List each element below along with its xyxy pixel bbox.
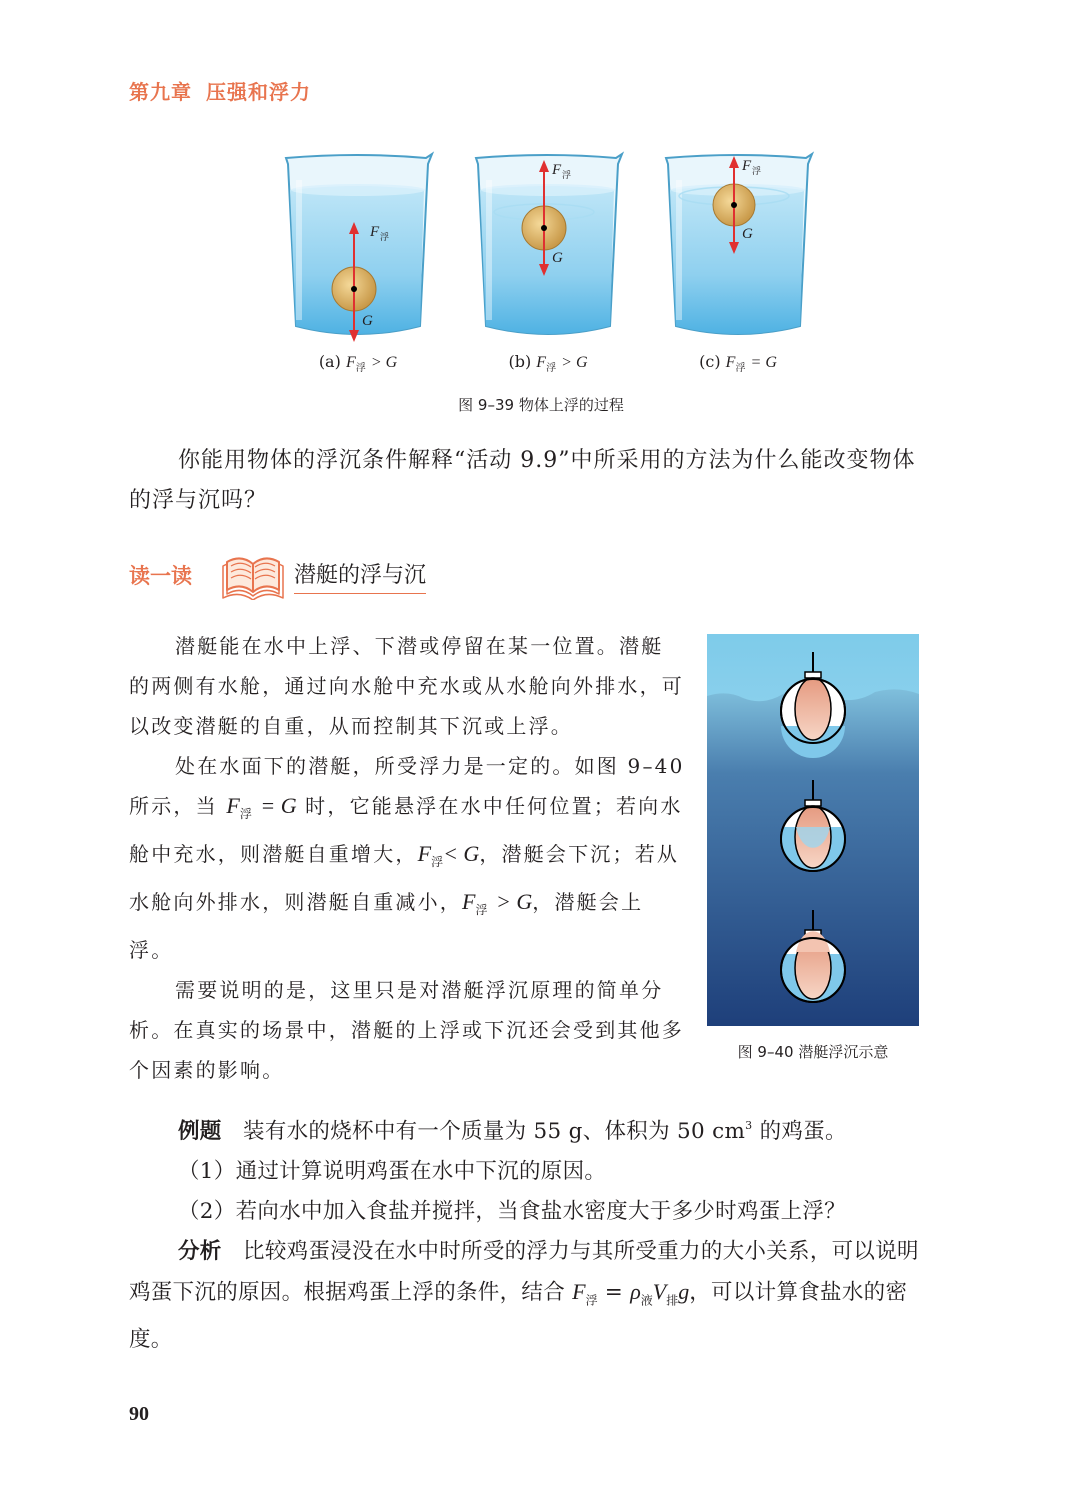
panel-a-caption: (a) $F_浮 > G$	[318, 352, 398, 375]
question-paragraph: 你能用物体的浮沉条件解释“活动 9.9”中所采用的方法为什么能改变物体的浮与沉吗？	[129, 448, 916, 513]
svg-text:G: G	[552, 250, 563, 266]
chapter-header	[129, 76, 311, 105]
example-question-1: （1）通过计算说明鸡蛋在水中下沉的原因。	[178, 1159, 607, 1184]
beaker-a-illustration	[278, 150, 438, 350]
panel-c-caption: (c) $F_浮 = G$	[699, 352, 777, 375]
svg-text:浮: 浮	[752, 167, 762, 177]
figure-9-39	[270, 150, 810, 390]
reading-paragraph-3: 需要说明的是，这里只是对潜艇浮沉原理的简单分析。在真实的场景中，潜艇的上浮或下沉还会受到其他多个因素的影响。	[129, 978, 684, 1082]
open-book-icon	[221, 548, 285, 600]
example-section	[129, 1106, 929, 1360]
chapter-title: 压强和浮力	[206, 80, 311, 104]
svg-text:F: F	[552, 162, 562, 178]
chapter-number: 第九章	[129, 80, 192, 104]
example-analysis: 分析 比较鸡蛋浸没在水中时所受的浮力与其所受重力的大小关系，可以说明鸡蛋下沉的原因。根据鸡蛋上浮的条件，结合 $F_浮 = \rho_液V_排g$，可以计算食盐水的密度。	[129, 1239, 919, 1353]
svg-text:G: G	[742, 226, 753, 242]
analysis-label: 分析	[178, 1239, 222, 1264]
beaker-c-illustration	[658, 150, 818, 350]
panel-b-caption: (b) $F_浮 > G$	[508, 352, 588, 375]
beaker-b-illustration	[468, 150, 628, 350]
page-number: 90	[129, 1403, 149, 1425]
example-question-2: （2）若向水中加入食盐并搅拌，当食盐水密度大于多少时鸡蛋上浮？	[178, 1199, 846, 1224]
reading-paragraph-2: 处在水面下的潜艇，所受浮力是一定的。如图 9–40 所示，当 $F_浮 = G$ 时，它能悬浮在水中任何位置；若向水舱中充水，则潜艇自重增大，$F_浮< G$，潜艇会下沉；若从水舱向外排水，则潜艇自重减小，$F_浮 > G$，潜艇会上浮。	[129, 754, 685, 962]
svg-text:F: F	[370, 224, 380, 240]
svg-text:浮: 浮	[380, 233, 390, 243]
reading-label: 读一读	[129, 564, 192, 588]
figure-9-39-caption: 图 9–39 物体上浮的过程	[458, 396, 624, 414]
reading-title: 潜艇的浮与沉	[294, 558, 426, 594]
figure-9-40-caption: 图 9–40 潜艇浮沉示意	[737, 1043, 889, 1061]
submarine-illustration	[707, 634, 919, 1026]
example-statement: 例题 装有水的烧杯中有一个质量为 55 g、体积为 50 $cm^3$ 的鸡蛋。	[178, 1119, 847, 1144]
svg-text:G: G	[362, 313, 373, 329]
svg-text:F: F	[742, 158, 752, 174]
example-label: 例题	[178, 1119, 222, 1144]
reading-paragraph-1: 潜艇能在水中上浮、下潜或停留在某一位置。潜艇的两侧有水舱，通过向水舱中充水或从水舱向外排水，可以改变潜艇的自重，从而控制其下沉或上浮。	[129, 634, 684, 738]
reading-text	[129, 626, 685, 1090]
svg-text:浮: 浮	[562, 171, 572, 181]
